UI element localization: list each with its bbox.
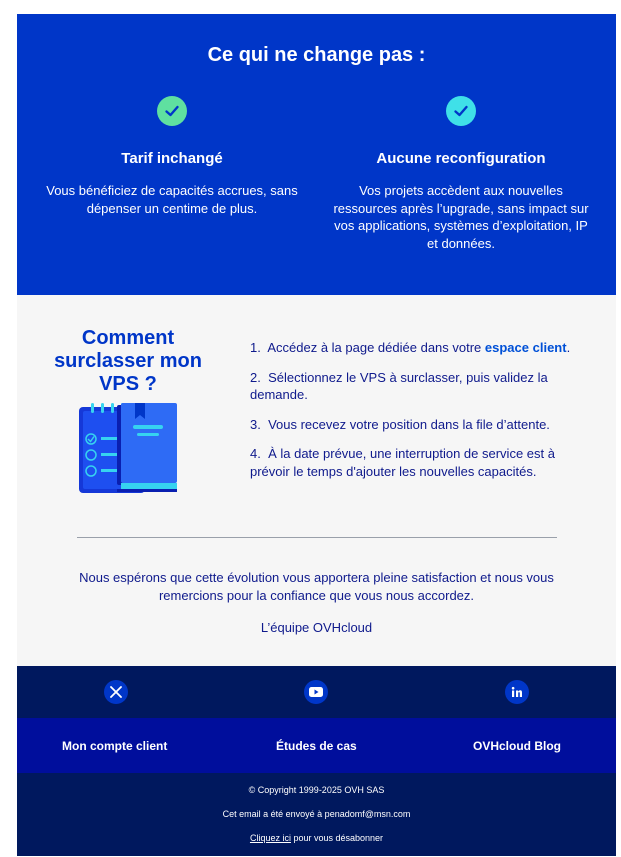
check-circle-icon [446, 96, 476, 126]
client-area-link[interactable]: espace client [484, 340, 567, 355]
feature-text: Vous bénéficiez de capacités accrues, sans dépenser un centime de plus. [46, 183, 298, 216]
step-punct: . [566, 340, 571, 355]
closing-text: Nous espérons que cette évolution vous apportera pleine satisfaction et nous vous remercions pour la confiance que vous nous accordez. [79, 570, 554, 603]
footer-links [17, 718, 616, 773]
feature-price [42, 96, 302, 217]
step-item [250, 369, 595, 404]
feature-no-reconfig [331, 96, 591, 252]
feature-title: Aucune reconfiguration [376, 150, 546, 167]
step-number: 3. [250, 416, 261, 432]
email-body [17, 14, 616, 856]
step-item [250, 339, 595, 357]
step-item [250, 445, 595, 480]
step-text: Sélectionnez le VPS à surclasser, puis validez la demande. [250, 369, 548, 402]
check-circle-icon [157, 96, 187, 126]
copyright: © Copyright 1999-2025 OVH SAS [248, 785, 385, 795]
step-number: 4. [250, 446, 261, 461]
blog-link[interactable]: OVHcloud Blog [473, 739, 561, 753]
steps-list [250, 339, 595, 492]
x-icon[interactable] [104, 680, 128, 704]
signature: L’équipe OVHcloud [260, 620, 373, 635]
unchanged-section [17, 14, 616, 295]
feature-text: Vos projets accèdent aux nouvelles ressources après l’upgrade, sans impact sur vos applications, systèmes d’exploitation, IP et données. [333, 183, 589, 251]
how-to-section [17, 295, 616, 666]
step-item [250, 416, 595, 434]
feature-title: Tarif inchangé [121, 150, 223, 167]
divider [77, 537, 557, 538]
unsubscribe-link[interactable]: Cliquez ici [249, 833, 291, 843]
how-title: Comment surclasser mon VPS ? [54, 327, 202, 395]
notebook-icon [77, 403, 179, 497]
account-link[interactable]: Mon compte client [62, 739, 168, 753]
step-number: 1. [250, 340, 261, 355]
sent-to: Cet email a été envoyé à penadomf@msn.com [222, 809, 411, 819]
case-studies-link[interactable]: Études de cas [276, 739, 357, 753]
legal-footer [17, 773, 616, 856]
step-text: Vous recevez votre position dans la file d’attente. [268, 416, 550, 432]
step-text: Accédez à la page dédiée dans votre [267, 340, 485, 355]
section-title: Ce qui ne change pas : [207, 44, 426, 66]
unsubscribe-line [17, 833, 616, 843]
step-text: À la date prévue, une interruption de service est à prévoir le temps d'ajouter les nouvelles capacités. [250, 446, 555, 479]
youtube-icon[interactable] [304, 680, 328, 704]
social-bar [17, 666, 616, 718]
unsubscribe-text: pour vous désabonner [290, 833, 384, 843]
linkedin-icon[interactable] [505, 680, 529, 704]
step-number: 2. [250, 369, 261, 385]
